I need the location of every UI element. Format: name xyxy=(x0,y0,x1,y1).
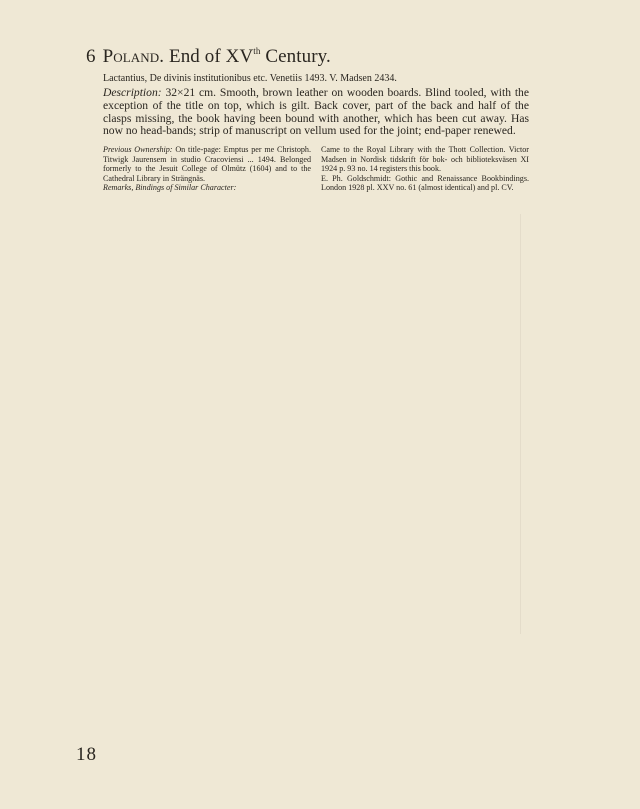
entry-country: Poland. xyxy=(102,46,165,67)
entry-heading xyxy=(86,46,331,68)
paper-fold-line xyxy=(520,214,521,634)
ownership-label: Previous Ownership: xyxy=(103,145,173,154)
notes-right-column xyxy=(321,145,529,193)
remarks-label-line xyxy=(103,183,311,193)
description-text: 32×21 cm. Smooth, brown leather on wooden boards. Blind tooled, with the exception of the title on top, which is gilt. Back cover, part of the back and half of the clasps missing, the book having been bound with another, which has been cut away. Has now no head-bands; strip of manuscript on vellum used for the joint; end-paper renewed. xyxy=(103,86,529,138)
notes-left-column xyxy=(103,145,311,193)
entry-period xyxy=(169,46,331,67)
entry-citation: Lactantius, De divinis institutionibus etc. Venetiis 1493. V. Madsen 2434. xyxy=(103,73,397,84)
remarks-text: Came to the Royal Library with the Thott Collection. Victor Madsen in Nordisk tidskrift för bok- och biblioteksväsen XI 1924 p. 93 no. 14 registers this book. xyxy=(321,145,529,174)
entry-number: 6 xyxy=(86,46,96,67)
entry-period-sup: th xyxy=(253,46,261,56)
description-label: Description: xyxy=(103,86,162,99)
remarks-label: Remarks, Bindings of Similar Character: xyxy=(103,183,237,193)
ownership-note xyxy=(103,145,311,183)
entry-description xyxy=(103,87,529,138)
entry-period-suffix: Century. xyxy=(265,46,331,67)
entry-notes xyxy=(103,145,529,193)
ownership-text: On title-page: Emptus per me Christoph. Titwigk Jaurensem in studio Cracoviensi ... 1494. Belonged formerly to the Jesuit College of Olmütz (1604) and to the Cathedral Library in Strängnäs. xyxy=(103,145,311,183)
page-number: 18 xyxy=(76,744,97,765)
goldschmidt-reference: E. Ph. Goldschmidt: Gothic and Renaissance Bookbindings. London 1928 pl. XXV no. 61 (almost identical) and pl. CV. xyxy=(321,173,529,193)
entry-period-prefix: End of XV xyxy=(168,46,254,67)
